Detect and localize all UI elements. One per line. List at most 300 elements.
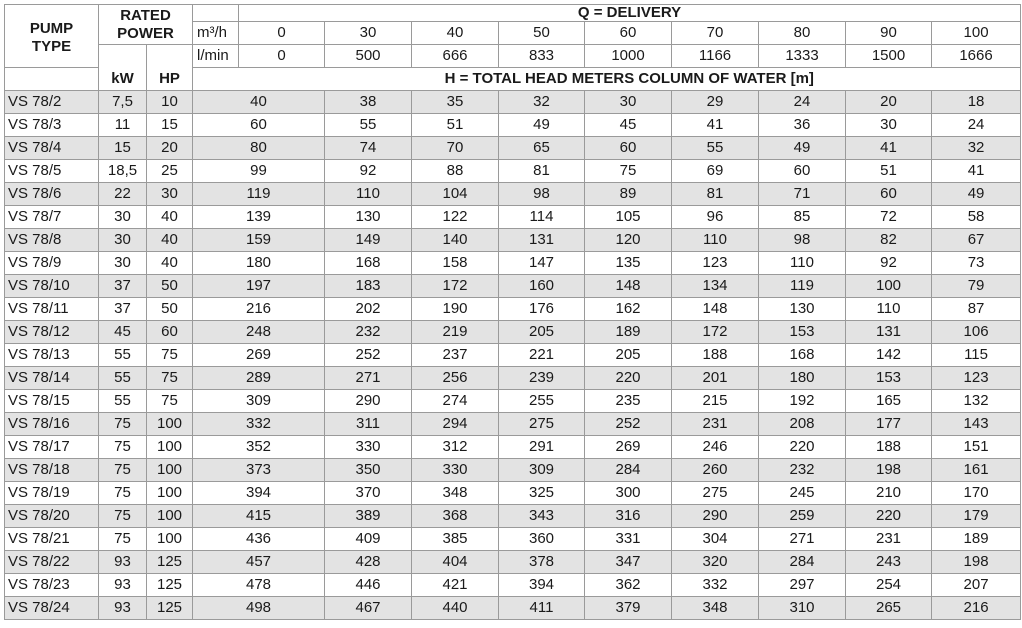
head-value-cell: 197 (193, 275, 325, 298)
head-value-cell: 51 (412, 114, 499, 137)
head-value-cell: 428 (325, 551, 412, 574)
head-value-cell: 205 (585, 344, 672, 367)
head-value-cell: 343 (499, 505, 585, 528)
head-value-cell: 232 (759, 459, 846, 482)
head-value-cell: 72 (846, 206, 932, 229)
head-value-cell: 237 (412, 344, 499, 367)
head-value-cell: 219 (412, 321, 499, 344)
head-value-cell: 198 (846, 459, 932, 482)
head-value-cell: 35 (412, 91, 499, 114)
kw-cell: 93 (99, 597, 147, 620)
lmin-value: 666 (412, 45, 499, 68)
head-value-cell: 325 (499, 482, 585, 505)
head-value-cell: 119 (193, 183, 325, 206)
table-row (5, 528, 1021, 551)
head-value-cell: 269 (193, 344, 325, 367)
head-value-cell: 74 (325, 137, 412, 160)
kw-cell: 55 (99, 367, 147, 390)
table-row (5, 367, 1021, 390)
lmin-value: 500 (325, 45, 412, 68)
head-value-cell: 153 (759, 321, 846, 344)
kw-cell: 75 (99, 436, 147, 459)
table-row (5, 551, 1021, 574)
unit-m3h-label: m³/h (193, 22, 239, 45)
head-value-cell: 275 (499, 413, 585, 436)
head-value-cell: 252 (585, 413, 672, 436)
hp-cell: 100 (147, 528, 193, 551)
hp-cell: 100 (147, 459, 193, 482)
pump-type-header: PUMP TYPE (5, 5, 99, 68)
head-value-cell: 134 (672, 275, 759, 298)
kw-cell: 30 (99, 252, 147, 275)
head-value-cell: 309 (499, 459, 585, 482)
head-value-cell: 176 (499, 298, 585, 321)
head-value-cell: 348 (672, 597, 759, 620)
head-value-cell: 172 (672, 321, 759, 344)
head-value-cell: 60 (585, 137, 672, 160)
kw-cell: 37 (99, 298, 147, 321)
head-value-cell: 131 (499, 229, 585, 252)
head-value-cell: 110 (759, 252, 846, 275)
m3h-value: 30 (325, 22, 412, 45)
head-value-cell: 232 (325, 321, 412, 344)
head-value-cell: 151 (932, 436, 1021, 459)
head-value-cell: 114 (499, 206, 585, 229)
head-value-cell: 41 (846, 137, 932, 160)
pump-type-cell: VS 78/22 (5, 551, 99, 574)
head-value-cell: 177 (846, 413, 932, 436)
head-value-cell: 41 (932, 160, 1021, 183)
hp-cell: 50 (147, 298, 193, 321)
head-value-cell: 409 (325, 528, 412, 551)
kw-cell: 7,5 (99, 91, 147, 114)
lmin-value: 1500 (846, 45, 932, 68)
head-value-cell: 352 (193, 436, 325, 459)
head-value-cell: 24 (759, 91, 846, 114)
head-value-cell: 320 (672, 551, 759, 574)
head-value-cell: 440 (412, 597, 499, 620)
head-value-cell: 18 (932, 91, 1021, 114)
head-value-cell: 161 (932, 459, 1021, 482)
head-value-cell: 220 (759, 436, 846, 459)
head-value-cell: 148 (585, 275, 672, 298)
table-row (5, 390, 1021, 413)
head-title-left-spacer (193, 68, 239, 91)
head-value-cell: 87 (932, 298, 1021, 321)
head-value-cell: 300 (585, 482, 672, 505)
head-value-cell: 60 (759, 160, 846, 183)
head-value-cell: 99 (193, 160, 325, 183)
head-value-cell: 231 (846, 528, 932, 551)
hp-cell: 100 (147, 436, 193, 459)
head-value-cell: 457 (193, 551, 325, 574)
hp-cell: 75 (147, 390, 193, 413)
table-row (5, 137, 1021, 160)
head-value-cell: 58 (932, 206, 1021, 229)
head-value-cell: 49 (499, 114, 585, 137)
head-value-cell: 143 (932, 413, 1021, 436)
pump-type-cell: VS 78/18 (5, 459, 99, 482)
pump-performance-table (4, 4, 1021, 620)
kw-cell: 37 (99, 275, 147, 298)
head-value-cell: 30 (585, 91, 672, 114)
head-value-cell: 271 (759, 528, 846, 551)
pump-type-cell: VS 78/13 (5, 344, 99, 367)
head-value-cell: 207 (932, 574, 1021, 597)
pump-type-cell: VS 78/3 (5, 114, 99, 137)
head-value-cell: 290 (672, 505, 759, 528)
head-value-cell: 29 (672, 91, 759, 114)
head-value-cell: 446 (325, 574, 412, 597)
head-value-cell: 38 (325, 91, 412, 114)
head-value-cell: 205 (499, 321, 585, 344)
pump-type-cell: VS 78/15 (5, 390, 99, 413)
head-value-cell: 49 (932, 183, 1021, 206)
head-value-cell: 220 (585, 367, 672, 390)
head-value-cell: 415 (193, 505, 325, 528)
hp-cell: 40 (147, 229, 193, 252)
head-value-cell: 421 (412, 574, 499, 597)
head-value-cell: 41 (672, 114, 759, 137)
pump-type-cell: VS 78/7 (5, 206, 99, 229)
head-value-cell: 65 (499, 137, 585, 160)
head-value-cell: 189 (585, 321, 672, 344)
head-value-cell: 110 (672, 229, 759, 252)
kw-cell: 75 (99, 505, 147, 528)
head-value-cell: 55 (672, 137, 759, 160)
pump-performance-table-container (4, 4, 1020, 620)
head-value-cell: 142 (846, 344, 932, 367)
head-value-cell: 110 (846, 298, 932, 321)
pump-type-cell: VS 78/8 (5, 229, 99, 252)
table-row (5, 413, 1021, 436)
lmin-value: 0 (239, 45, 325, 68)
head-value-cell: 80 (193, 137, 325, 160)
table-row (5, 275, 1021, 298)
kw-cell: 15 (99, 137, 147, 160)
hp-cell: 125 (147, 597, 193, 620)
table-row (5, 459, 1021, 482)
head-value-cell: 370 (325, 482, 412, 505)
head-value-cell: 201 (672, 367, 759, 390)
head-value-cell: 385 (412, 528, 499, 551)
head-value-cell: 360 (499, 528, 585, 551)
head-value-cell: 216 (193, 298, 325, 321)
head-value-cell: 55 (325, 114, 412, 137)
head-value-cell: 36 (759, 114, 846, 137)
table-row (5, 482, 1021, 505)
kw-cell: 30 (99, 206, 147, 229)
head-value-cell: 92 (846, 252, 932, 275)
header-row-values-lmin (5, 45, 1021, 68)
head-value-cell: 294 (412, 413, 499, 436)
head-value-cell: 32 (499, 91, 585, 114)
table-row (5, 574, 1021, 597)
head-value-cell: 106 (932, 321, 1021, 344)
head-value-cell: 73 (932, 252, 1021, 275)
hp-cell: 125 (147, 551, 193, 574)
head-value-cell: 79 (932, 275, 1021, 298)
head-value-cell: 92 (325, 160, 412, 183)
table-row (5, 229, 1021, 252)
head-value-cell: 168 (759, 344, 846, 367)
unit-lmin-label: l/min (193, 45, 239, 68)
lmin-value: 833 (499, 45, 585, 68)
pump-type-cell: VS 78/23 (5, 574, 99, 597)
head-value-cell: 183 (325, 275, 412, 298)
head-value-cell: 104 (412, 183, 499, 206)
head-value-cell: 75 (585, 160, 672, 183)
kw-cell: 18,5 (99, 160, 147, 183)
head-value-cell: 135 (585, 252, 672, 275)
head-value-cell: 271 (325, 367, 412, 390)
table-row (5, 252, 1021, 275)
pump-type-cell: VS 78/20 (5, 505, 99, 528)
head-value-cell: 60 (193, 114, 325, 137)
head-value-cell: 467 (325, 597, 412, 620)
head-value-cell: 216 (932, 597, 1021, 620)
m3h-value: 80 (759, 22, 846, 45)
pump-type-cell: VS 78/6 (5, 183, 99, 206)
head-value-cell: 82 (846, 229, 932, 252)
rated-power-header: RATED POWER (99, 5, 193, 45)
head-value-cell: 254 (846, 574, 932, 597)
head-value-cell: 172 (412, 275, 499, 298)
head-value-cell: 330 (325, 436, 412, 459)
head-value-cell: 24 (932, 114, 1021, 137)
pump-type-cell: VS 78/10 (5, 275, 99, 298)
hp-cell: 30 (147, 183, 193, 206)
m3h-value: 100 (932, 22, 1021, 45)
head-value-cell: 215 (672, 390, 759, 413)
head-value-cell: 88 (412, 160, 499, 183)
head-value-cell: 140 (412, 229, 499, 252)
head-value-cell: 69 (672, 160, 759, 183)
kw-cell: 55 (99, 390, 147, 413)
kw-cell: 93 (99, 551, 147, 574)
head-value-cell: 291 (499, 436, 585, 459)
head-value-cell: 312 (412, 436, 499, 459)
head-value-cell: 49 (759, 137, 846, 160)
head-value-cell: 162 (585, 298, 672, 321)
head-value-cell: 32 (932, 137, 1021, 160)
head-value-cell: 153 (846, 367, 932, 390)
kw-cell: 75 (99, 459, 147, 482)
kw-cell: 11 (99, 114, 147, 137)
hp-cell: 15 (147, 114, 193, 137)
pump-type-cell: VS 78/2 (5, 91, 99, 114)
head-value-cell: 284 (759, 551, 846, 574)
head-value-cell: 51 (846, 160, 932, 183)
kw-header: kW (99, 45, 147, 91)
head-value-cell: 311 (325, 413, 412, 436)
hp-cell: 40 (147, 206, 193, 229)
hp-cell: 100 (147, 505, 193, 528)
head-value-cell: 123 (672, 252, 759, 275)
head-value-cell: 394 (499, 574, 585, 597)
head-value-cell: 332 (193, 413, 325, 436)
head-value-cell: 123 (932, 367, 1021, 390)
pump-type-cell: VS 78/9 (5, 252, 99, 275)
pump-type-cell: VS 78/12 (5, 321, 99, 344)
head-value-cell: 115 (932, 344, 1021, 367)
head-value-cell: 132 (932, 390, 1021, 413)
head-value-cell: 231 (672, 413, 759, 436)
head-value-cell: 149 (325, 229, 412, 252)
head-value-cell: 30 (846, 114, 932, 137)
head-value-cell: 188 (672, 344, 759, 367)
head-value-cell: 202 (325, 298, 412, 321)
head-value-cell: 436 (193, 528, 325, 551)
kw-cell: 75 (99, 528, 147, 551)
head-value-cell: 260 (672, 459, 759, 482)
head-value-cell: 70 (412, 137, 499, 160)
table-row (5, 183, 1021, 206)
kw-cell: 30 (99, 229, 147, 252)
head-value-cell: 130 (759, 298, 846, 321)
head-value-cell: 60 (846, 183, 932, 206)
kw-cell: 45 (99, 321, 147, 344)
m3h-value: 90 (846, 22, 932, 45)
head-value-cell: 179 (932, 505, 1021, 528)
lmin-value: 1166 (672, 45, 759, 68)
head-value-cell: 45 (585, 114, 672, 137)
table-row (5, 505, 1021, 528)
head-value-cell: 71 (759, 183, 846, 206)
lmin-value: 1333 (759, 45, 846, 68)
head-value-cell: 130 (325, 206, 412, 229)
pump-type-cell: VS 78/11 (5, 298, 99, 321)
head-value-cell: 368 (412, 505, 499, 528)
pump-type-cell: VS 78/24 (5, 597, 99, 620)
head-value-cell: 411 (499, 597, 585, 620)
head-value-cell: 180 (193, 252, 325, 275)
head-value-cell: 67 (932, 229, 1021, 252)
head-value-cell: 309 (193, 390, 325, 413)
head-value-cell: 168 (325, 252, 412, 275)
table-row (5, 321, 1021, 344)
head-value-cell: 243 (846, 551, 932, 574)
head-value-cell: 350 (325, 459, 412, 482)
kw-cell: 75 (99, 482, 147, 505)
pump-type-cell: VS 78/4 (5, 137, 99, 160)
header-row-m3h (5, 5, 1021, 22)
head-value-cell: 404 (412, 551, 499, 574)
table-row (5, 298, 1021, 321)
pump-type-cell: VS 78/5 (5, 160, 99, 183)
head-value-cell: 98 (499, 183, 585, 206)
head-value-cell: 221 (499, 344, 585, 367)
kw-cell: 22 (99, 183, 147, 206)
head-value-cell: 246 (672, 436, 759, 459)
head-value-cell: 284 (585, 459, 672, 482)
head-value-cell: 165 (846, 390, 932, 413)
head-value-cell: 348 (412, 482, 499, 505)
head-value-cell: 248 (193, 321, 325, 344)
head-value-cell: 81 (672, 183, 759, 206)
m3h-value: 50 (499, 22, 585, 45)
hp-header: HP (147, 45, 193, 91)
hp-cell: 40 (147, 252, 193, 275)
head-value-cell: 235 (585, 390, 672, 413)
pump-type-spacer (5, 68, 99, 91)
kw-cell: 93 (99, 574, 147, 597)
head-value-cell: 160 (499, 275, 585, 298)
pump-type-cell: VS 78/17 (5, 436, 99, 459)
head-value-cell: 362 (585, 574, 672, 597)
table-row (5, 160, 1021, 183)
hp-cell: 60 (147, 321, 193, 344)
pump-type-cell: VS 78/14 (5, 367, 99, 390)
hp-cell: 100 (147, 413, 193, 436)
head-value-cell: 316 (585, 505, 672, 528)
head-value-cell: 332 (672, 574, 759, 597)
head-value-cell: 394 (193, 482, 325, 505)
pump-type-cell: VS 78/21 (5, 528, 99, 551)
hp-cell: 125 (147, 574, 193, 597)
head-value-cell: 255 (499, 390, 585, 413)
table-row (5, 206, 1021, 229)
head-value-cell: 245 (759, 482, 846, 505)
head-value-cell: 139 (193, 206, 325, 229)
delivery-header: Q = DELIVERY (239, 5, 1021, 22)
pump-type-cell: VS 78/16 (5, 413, 99, 436)
hp-cell: 100 (147, 482, 193, 505)
head-value-cell: 256 (412, 367, 499, 390)
header-corner-cell (193, 5, 239, 22)
head-value-cell: 198 (932, 551, 1021, 574)
hp-cell: 75 (147, 367, 193, 390)
head-value-cell: 40 (193, 91, 325, 114)
kw-cell: 55 (99, 344, 147, 367)
head-value-cell: 147 (499, 252, 585, 275)
head-value-cell: 274 (412, 390, 499, 413)
head-value-cell: 190 (412, 298, 499, 321)
head-value-cell: 275 (672, 482, 759, 505)
total-head-header: H = TOTAL HEAD METERS COLUMN OF WATER [m] (239, 68, 1021, 91)
kw-cell: 75 (99, 413, 147, 436)
head-value-cell: 158 (412, 252, 499, 275)
table-row (5, 597, 1021, 620)
head-value-cell: 289 (193, 367, 325, 390)
head-value-cell: 89 (585, 183, 672, 206)
head-value-cell: 96 (672, 206, 759, 229)
head-value-cell: 478 (193, 574, 325, 597)
head-value-cell: 98 (759, 229, 846, 252)
head-value-cell: 148 (672, 298, 759, 321)
head-value-cell: 347 (585, 551, 672, 574)
head-value-cell: 310 (759, 597, 846, 620)
hp-cell: 50 (147, 275, 193, 298)
head-value-cell: 210 (846, 482, 932, 505)
m3h-value: 70 (672, 22, 759, 45)
head-value-cell: 20 (846, 91, 932, 114)
head-value-cell: 188 (846, 436, 932, 459)
head-value-cell: 192 (759, 390, 846, 413)
head-value-cell: 259 (759, 505, 846, 528)
head-value-cell: 330 (412, 459, 499, 482)
head-value-cell: 119 (759, 275, 846, 298)
table-row (5, 344, 1021, 367)
head-value-cell: 159 (193, 229, 325, 252)
head-value-cell: 304 (672, 528, 759, 551)
m3h-value: 0 (239, 22, 325, 45)
table-row (5, 114, 1021, 137)
table-row (5, 436, 1021, 459)
head-value-cell: 189 (932, 528, 1021, 551)
head-value-cell: 239 (499, 367, 585, 390)
head-value-cell: 85 (759, 206, 846, 229)
